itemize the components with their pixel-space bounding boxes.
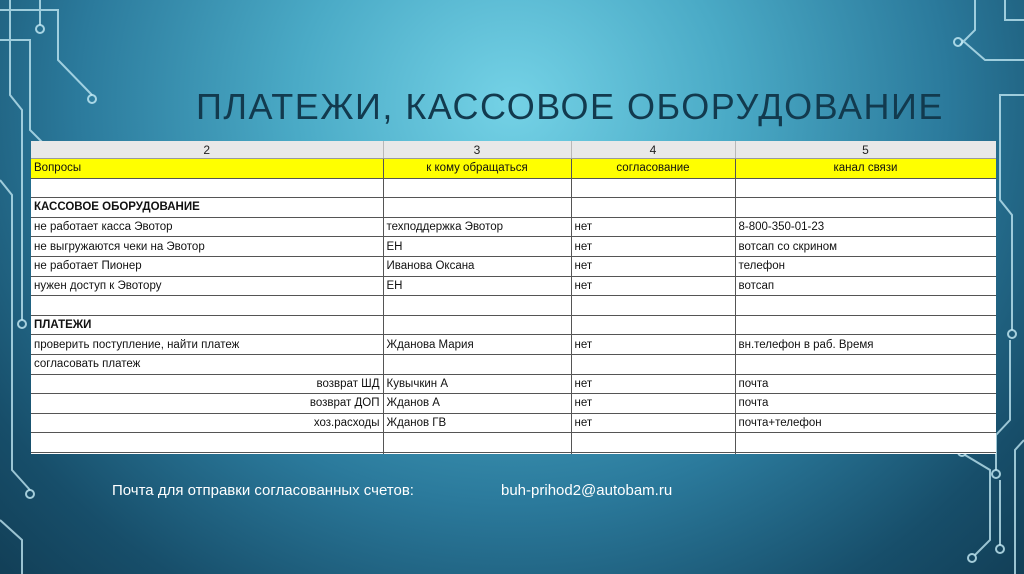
table-cell[interactable]: Жданова Мария bbox=[383, 335, 571, 355]
column-header-cell[interactable]: Вопросы bbox=[31, 159, 383, 179]
table-cell[interactable]: нет bbox=[571, 276, 735, 296]
table-cell[interactable] bbox=[571, 433, 735, 453]
table-cell[interactable]: нет bbox=[571, 217, 735, 237]
table-row bbox=[31, 452, 996, 454]
table-cell[interactable]: не выгружаются чеки на Эвотор bbox=[31, 237, 383, 257]
table-cell[interactable]: хоз.расходы bbox=[31, 413, 383, 433]
table-cell[interactable] bbox=[571, 315, 735, 335]
table-cell[interactable]: Кувычкин А bbox=[383, 374, 571, 394]
table-cell[interactable] bbox=[735, 315, 996, 335]
table-row bbox=[31, 178, 996, 198]
column-number[interactable]: 5 bbox=[735, 141, 996, 159]
table-cell[interactable]: возврат ШД bbox=[31, 374, 383, 394]
footer-label: Почта для отправки согласованных счетов: bbox=[112, 482, 414, 499]
table-row bbox=[31, 433, 996, 453]
table-cell[interactable]: КАССОВОЕ ОБОРУДОВАНИЕ bbox=[31, 198, 383, 218]
table-cell[interactable] bbox=[31, 452, 383, 454]
table-cell[interactable] bbox=[383, 354, 571, 374]
table-cell[interactable]: почта bbox=[735, 374, 996, 394]
table-row bbox=[31, 237, 996, 257]
table-cell[interactable]: проверить поступление, найти платеж bbox=[31, 335, 383, 355]
slide-title: ПЛАТЕЖИ, КАССОВОЕ ОБОРУДОВАНИЕ bbox=[196, 86, 944, 127]
table-row bbox=[31, 354, 996, 374]
section-row bbox=[31, 198, 996, 218]
table-cell[interactable] bbox=[383, 198, 571, 218]
table-cell[interactable] bbox=[31, 178, 383, 198]
table-row bbox=[31, 394, 996, 414]
table-row bbox=[31, 296, 996, 316]
table-cell[interactable]: вн.телефон в раб. Время bbox=[735, 335, 996, 355]
table-cell[interactable]: возврат ДОП bbox=[31, 394, 383, 414]
table-cell[interactable] bbox=[383, 433, 571, 453]
table-cell[interactable] bbox=[383, 296, 571, 316]
table-cell[interactable]: нет bbox=[571, 335, 735, 355]
column-number[interactable]: 4 bbox=[571, 141, 735, 159]
footer-email[interactable]: buh-prihod2@autobam.ru bbox=[501, 482, 673, 499]
table-row bbox=[31, 335, 996, 355]
table-cell[interactable]: нет bbox=[571, 413, 735, 433]
table-cell[interactable]: не работает Пионер bbox=[31, 256, 383, 276]
table-cell[interactable] bbox=[571, 178, 735, 198]
table-cell[interactable] bbox=[383, 315, 571, 335]
table-cell[interactable]: ЕН bbox=[383, 276, 571, 296]
table-row bbox=[31, 276, 996, 296]
table-cell[interactable] bbox=[571, 354, 735, 374]
table-cell[interactable] bbox=[735, 452, 996, 454]
table-cell[interactable] bbox=[735, 354, 996, 374]
table-cell[interactable]: техподдержка Эвотор bbox=[383, 217, 571, 237]
table-cell[interactable]: почта bbox=[735, 394, 996, 414]
table-cell[interactable] bbox=[31, 433, 383, 453]
table-cell[interactable] bbox=[735, 296, 996, 316]
table-cell[interactable]: вотсап bbox=[735, 276, 996, 296]
table-header-row bbox=[31, 159, 996, 179]
table-row bbox=[31, 374, 996, 394]
table-row bbox=[31, 217, 996, 237]
table-cell[interactable]: согласовать платеж bbox=[31, 354, 383, 374]
table-row bbox=[31, 413, 996, 433]
column-header-cell[interactable]: к кому обращаться bbox=[383, 159, 571, 179]
table-row bbox=[31, 256, 996, 276]
table-cell[interactable]: 8-800-350-01-23 bbox=[735, 217, 996, 237]
table-cell[interactable]: нет bbox=[571, 394, 735, 414]
table-cell[interactable] bbox=[571, 296, 735, 316]
table-cell[interactable]: нет bbox=[571, 374, 735, 394]
table-cell[interactable]: телефон bbox=[735, 256, 996, 276]
column-number[interactable]: 3 bbox=[383, 141, 571, 159]
table-cell[interactable]: нужен доступ к Эвотору bbox=[31, 276, 383, 296]
table-cell[interactable] bbox=[31, 296, 383, 316]
table-cell[interactable]: нет bbox=[571, 237, 735, 257]
table-cell[interactable]: ЕН bbox=[383, 237, 571, 257]
column-number-row bbox=[31, 141, 996, 159]
column-number[interactable]: 2 bbox=[31, 141, 383, 159]
table-cell[interactable]: Иванова Оксана bbox=[383, 256, 571, 276]
table-cell[interactable]: нет bbox=[571, 256, 735, 276]
table-cell[interactable] bbox=[735, 433, 996, 453]
table-cell[interactable]: почта+телефон bbox=[735, 413, 996, 433]
table-cell[interactable]: не работает касса Эвотор bbox=[31, 217, 383, 237]
table-cell[interactable] bbox=[735, 178, 996, 198]
table-cell[interactable] bbox=[735, 198, 996, 218]
spreadsheet-table bbox=[31, 141, 996, 454]
table-cell[interactable]: Жданов А bbox=[383, 394, 571, 414]
spreadsheet bbox=[31, 141, 996, 454]
column-header-cell[interactable]: согласование bbox=[571, 159, 735, 179]
section-row bbox=[31, 315, 996, 335]
table-cell[interactable]: вотсап со скрином bbox=[735, 237, 996, 257]
table-cell[interactable]: Жданов ГВ bbox=[383, 413, 571, 433]
column-header-cell[interactable]: канал связи bbox=[735, 159, 996, 179]
table-cell[interactable] bbox=[383, 178, 571, 198]
table-cell[interactable] bbox=[571, 198, 735, 218]
table-cell[interactable] bbox=[383, 452, 571, 454]
table-cell[interactable]: ПЛАТЕЖИ bbox=[31, 315, 383, 335]
table-cell[interactable] bbox=[571, 452, 735, 454]
